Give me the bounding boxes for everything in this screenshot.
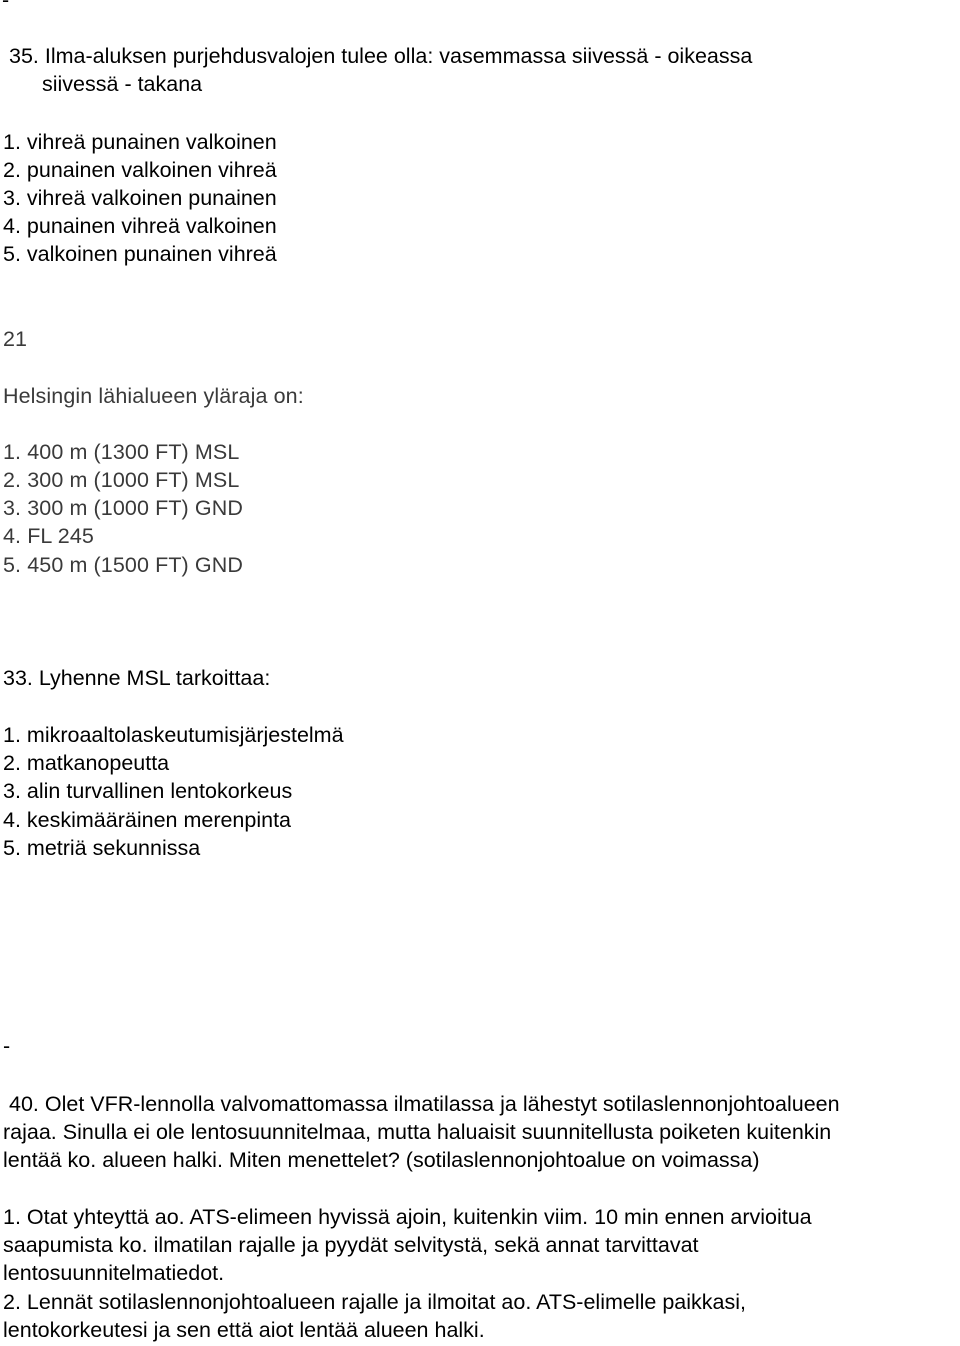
separator-dash-middle: - (3, 1034, 11, 1058)
question-40-option-1-line-3: lentosuunnitelmatiedot. (3, 1261, 225, 1285)
question-35-option-4: 4. punainen vihreä valkoinen (3, 214, 277, 238)
question-40-text-line-1: 40. Olet VFR-lennolla valvomattomassa ilmatilassa ja lähestyt sotilaslennonjohtoalueen (9, 1092, 840, 1116)
question-21-option-3: 3. 300 m (1000 FT) GND (3, 496, 243, 520)
question-40-text-line-3: lentää ko. alueen halki. Miten menettelet? (sotilaslennonjohtoalue on voimassa) (3, 1148, 760, 1172)
question-21-option-5: 5. 450 m (1500 FT) GND (3, 553, 243, 577)
question-33-option-2: 2. matkanopeutta (3, 751, 170, 775)
question-33-option-4: 4. keskimääräinen merenpinta (3, 808, 292, 832)
question-40-text-line-2: rajaa. Sinulla ei ole lentosuunnitelmaa, mutta haluaisit suunnitellusta poiketen kuitenkin (3, 1120, 832, 1144)
question-21-option-4: 4. FL 245 (3, 524, 94, 548)
question-35-option-1: 1. vihreä punainen valkoinen (3, 130, 277, 154)
question-21-option-2: 2. 300 m (1000 FT) MSL (3, 468, 240, 492)
question-21-number: 21 (3, 327, 28, 351)
question-21-text: Helsingin lähialueen yläraja on: (3, 384, 304, 408)
question-35-text-line-1: 35. Ilma-aluksen purjehdusvalojen tulee olla: vasemmassa siivessä - oikeassa (9, 44, 753, 68)
question-35-text-line-2: siivessä - takana (42, 72, 203, 96)
question-40-option-2-line-1: 2. Lennät sotilaslennonjohtoalueen rajalle ja ilmoitat ao. ATS-elimelle paikkasi, (3, 1290, 746, 1314)
question-35-option-3: 3. vihreä valkoinen punainen (3, 186, 277, 210)
question-33-option-5: 5. metriä sekunnissa (3, 836, 201, 860)
separator-dash-top: - (2, 0, 10, 12)
question-40-option-1-line-2: saapumista ko. ilmatilan rajalle ja pyydät selvitystä, sekä annat tarvittavat (3, 1233, 699, 1257)
question-21-option-1: 1. 400 m (1300 FT) MSL (3, 440, 240, 464)
question-35-option-2: 2. punainen valkoinen vihreä (3, 158, 277, 182)
question-40-option-2-line-2: lentokorkeutesi ja sen että aiot lentää alueen halki. (3, 1318, 485, 1342)
question-33-option-1: 1. mikroaaltolaskeutumisjärjestelmä (3, 723, 344, 747)
question-40-option-1-line-1: 1. Otat yhteyttä ao. ATS-elimeen hyvissä ajoin, kuitenkin viim. 10 min ennen arvioitua (3, 1205, 812, 1229)
question-33-text: 33. Lyhenne MSL tarkoittaa: (3, 666, 271, 690)
question-33-option-3: 3. alin turvallinen lentokorkeus (3, 779, 293, 803)
question-35-option-5: 5. valkoinen punainen vihreä (3, 242, 277, 266)
